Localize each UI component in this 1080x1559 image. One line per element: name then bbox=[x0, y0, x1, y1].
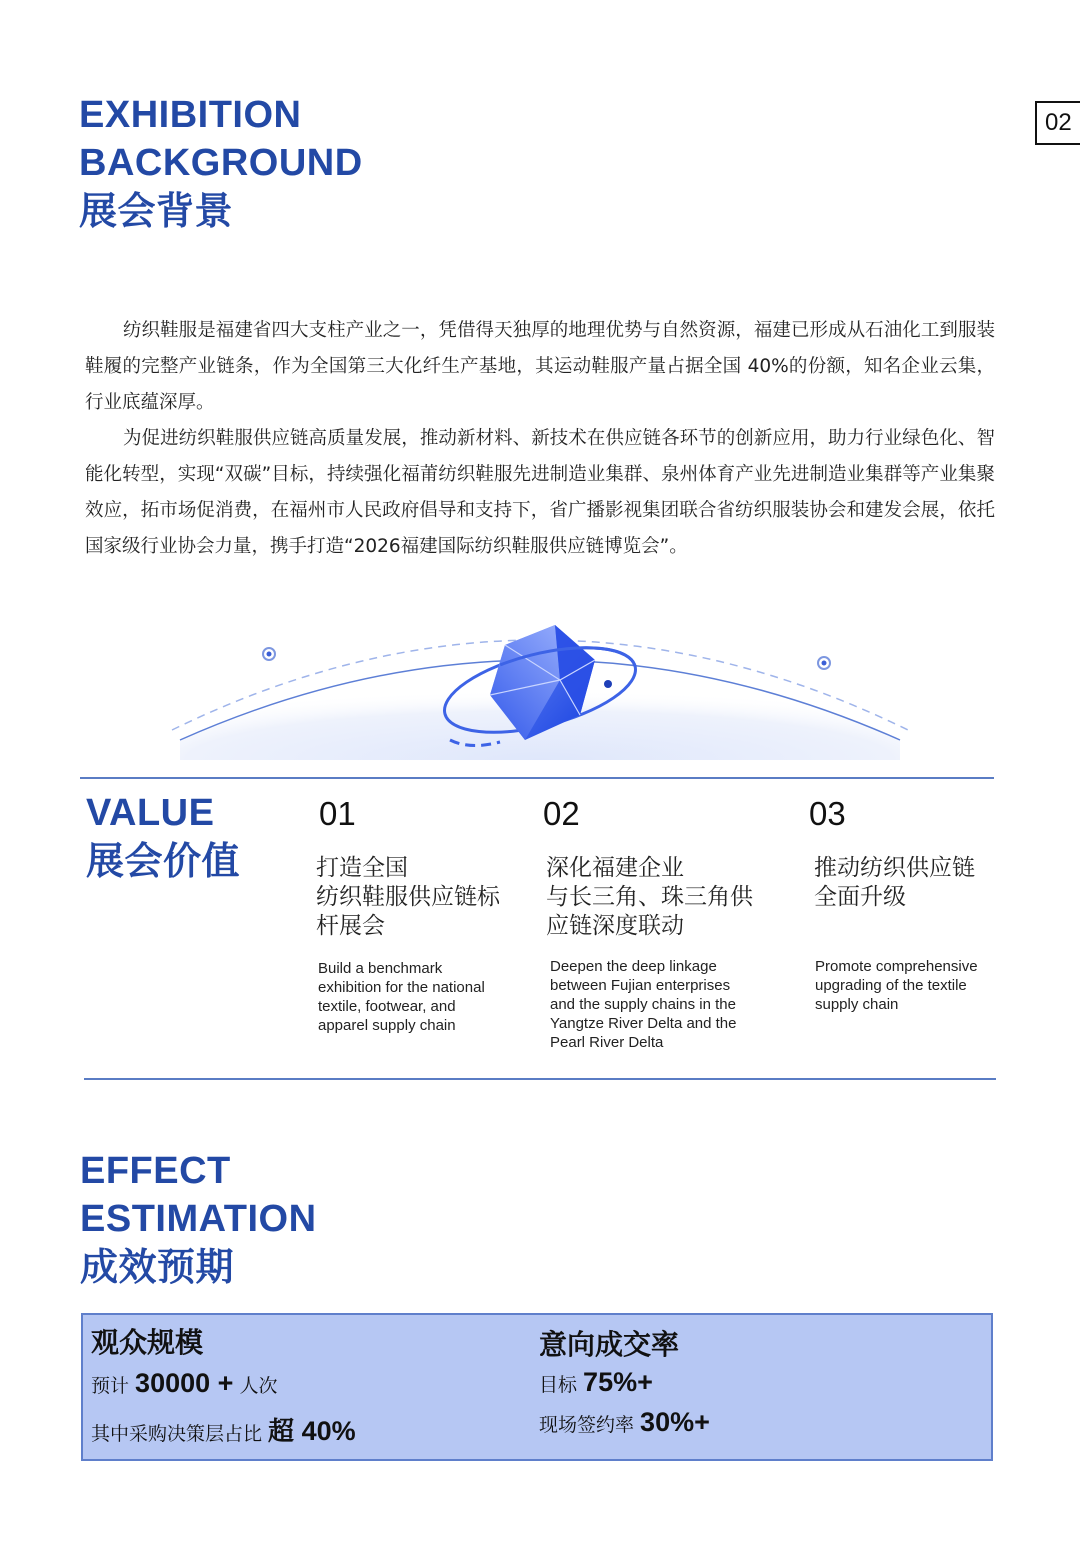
deal-heading: 意向成交率 bbox=[539, 1328, 680, 1361]
effect-heading bbox=[80, 1147, 317, 1291]
effect-title-en-2: ESTIMATION bbox=[80, 1198, 317, 1240]
audience-buyer-line bbox=[91, 1411, 356, 1448]
value-bottom-rule bbox=[84, 1078, 996, 1080]
value-zh-line: 深化福建企业 bbox=[546, 855, 684, 881]
value-top-rule bbox=[80, 777, 994, 779]
intro-paragraph: 纺织鞋服是福建省四大支柱产业之一，凭借得天独厚的地理优势与自然资源，福建已形成从石油化工到服装鞋履的完整产业链条，作为全国第三大化纤生产基地，其运动鞋服产量占据全国 40%的份额，知名企业云集，行业底蕴深厚。 bbox=[85, 320, 995, 413]
value-zh-line: 纺织鞋服供应链标 bbox=[316, 884, 500, 910]
value-item-number: 03 bbox=[809, 795, 846, 832]
value-zh-line: 杆展会 bbox=[316, 913, 385, 939]
exhibition-title-zh: 展会背景 bbox=[79, 189, 234, 233]
value-en-line: upgrading of the textile bbox=[815, 977, 967, 994]
value-zh-line: 应链深度联动 bbox=[546, 913, 684, 939]
exhibition-heading bbox=[79, 91, 363, 235]
page-number: 02 bbox=[1035, 101, 1080, 145]
audience-buyer-value: 40% bbox=[294, 1416, 356, 1446]
value-item-03 bbox=[809, 795, 1009, 833]
exhibition-title-en-1: EXHIBITION bbox=[79, 94, 302, 136]
crystal-orbit-illustration bbox=[170, 590, 910, 760]
value-zh-line: 全面升级 bbox=[814, 884, 906, 910]
value-item-02-en bbox=[550, 957, 770, 1052]
effect-title-zh: 成效预期 bbox=[80, 1245, 235, 1289]
value-en-line: apparel supply chain bbox=[318, 1017, 456, 1034]
intro-paragraph: 为促进纺织鞋服供应链高质量发展，推动新材料、新技术在供应链各环节的创新应用，助力行业绿色化、智能化转型，实现“双碳”目标，持续强化福莆纺织鞋服先进制造业集群、泉州体育产业先进制造业集群等产业集聚效应，拓市场促消费，在福州市人民政府倡导和支持下，省广播影视集团联合省纺织服装协会和建发会展，依托国家级行业协会力量，携手打造“2026福建国际纺织鞋服供应链博览会”。 bbox=[85, 428, 995, 557]
deal-target-line bbox=[539, 1367, 653, 1398]
value-en-line: between Fujian enterprises bbox=[550, 977, 731, 994]
audience-visitors-suffix: 人次 bbox=[233, 1375, 278, 1397]
value-item-03-en bbox=[815, 957, 1015, 1014]
value-zh-line: 推动纺织供应链 bbox=[814, 855, 975, 881]
intro-text bbox=[85, 313, 995, 565]
exhibition-title-en-2: BACKGROUND bbox=[79, 142, 363, 184]
value-en-line: Deepen the deep linkage bbox=[550, 958, 717, 975]
audience-visitors-line bbox=[91, 1368, 277, 1399]
deal-signing-value: 30%+ bbox=[640, 1407, 710, 1437]
value-item-01-zh bbox=[316, 854, 526, 941]
value-en-line: Yangtze River Delta and the bbox=[550, 1015, 737, 1032]
value-item-02 bbox=[543, 795, 743, 833]
value-item-01 bbox=[319, 795, 519, 833]
value-zh-line: 与长三角、珠三角供 bbox=[546, 884, 753, 910]
value-zh-line: 打造全国 bbox=[316, 855, 408, 881]
value-heading bbox=[86, 789, 240, 885]
value-title-en: VALUE bbox=[86, 792, 215, 834]
value-item-03-zh bbox=[814, 854, 1014, 912]
value-en-line: textile, footwear, and bbox=[318, 998, 456, 1015]
value-item-number: 02 bbox=[543, 795, 580, 832]
audience-visitors-value: 30000 + bbox=[135, 1368, 234, 1398]
audience-buyer-emph: 超 bbox=[268, 1417, 295, 1447]
deal-target-value: 75%+ bbox=[583, 1367, 653, 1397]
deal-signing-prefix: 现场签约率 bbox=[539, 1414, 641, 1436]
effect-summary-box bbox=[81, 1313, 993, 1461]
deal-signing-line bbox=[539, 1407, 710, 1438]
audience-visitors-prefix: 预计 bbox=[91, 1375, 136, 1397]
value-en-line: and the supply chains in the bbox=[550, 996, 736, 1013]
audience-buyer-prefix: 其中采购决策层占比 bbox=[91, 1423, 269, 1445]
value-en-line: supply chain bbox=[815, 996, 899, 1013]
value-item-number: 01 bbox=[319, 795, 356, 832]
value-item-02-zh bbox=[546, 854, 776, 941]
value-title-zh: 展会价值 bbox=[86, 839, 241, 883]
value-en-line: exhibition for the national bbox=[318, 979, 485, 996]
audience-heading: 观众规模 bbox=[91, 1326, 204, 1359]
value-item-01-en bbox=[318, 959, 528, 1035]
value-en-line: Build a benchmark bbox=[318, 960, 443, 977]
deal-target-prefix: 目标 bbox=[539, 1374, 584, 1396]
value-en-line: Pearl River Delta bbox=[550, 1034, 664, 1051]
effect-title-en-1: EFFECT bbox=[80, 1150, 231, 1192]
value-en-line: Promote comprehensive bbox=[815, 958, 978, 975]
